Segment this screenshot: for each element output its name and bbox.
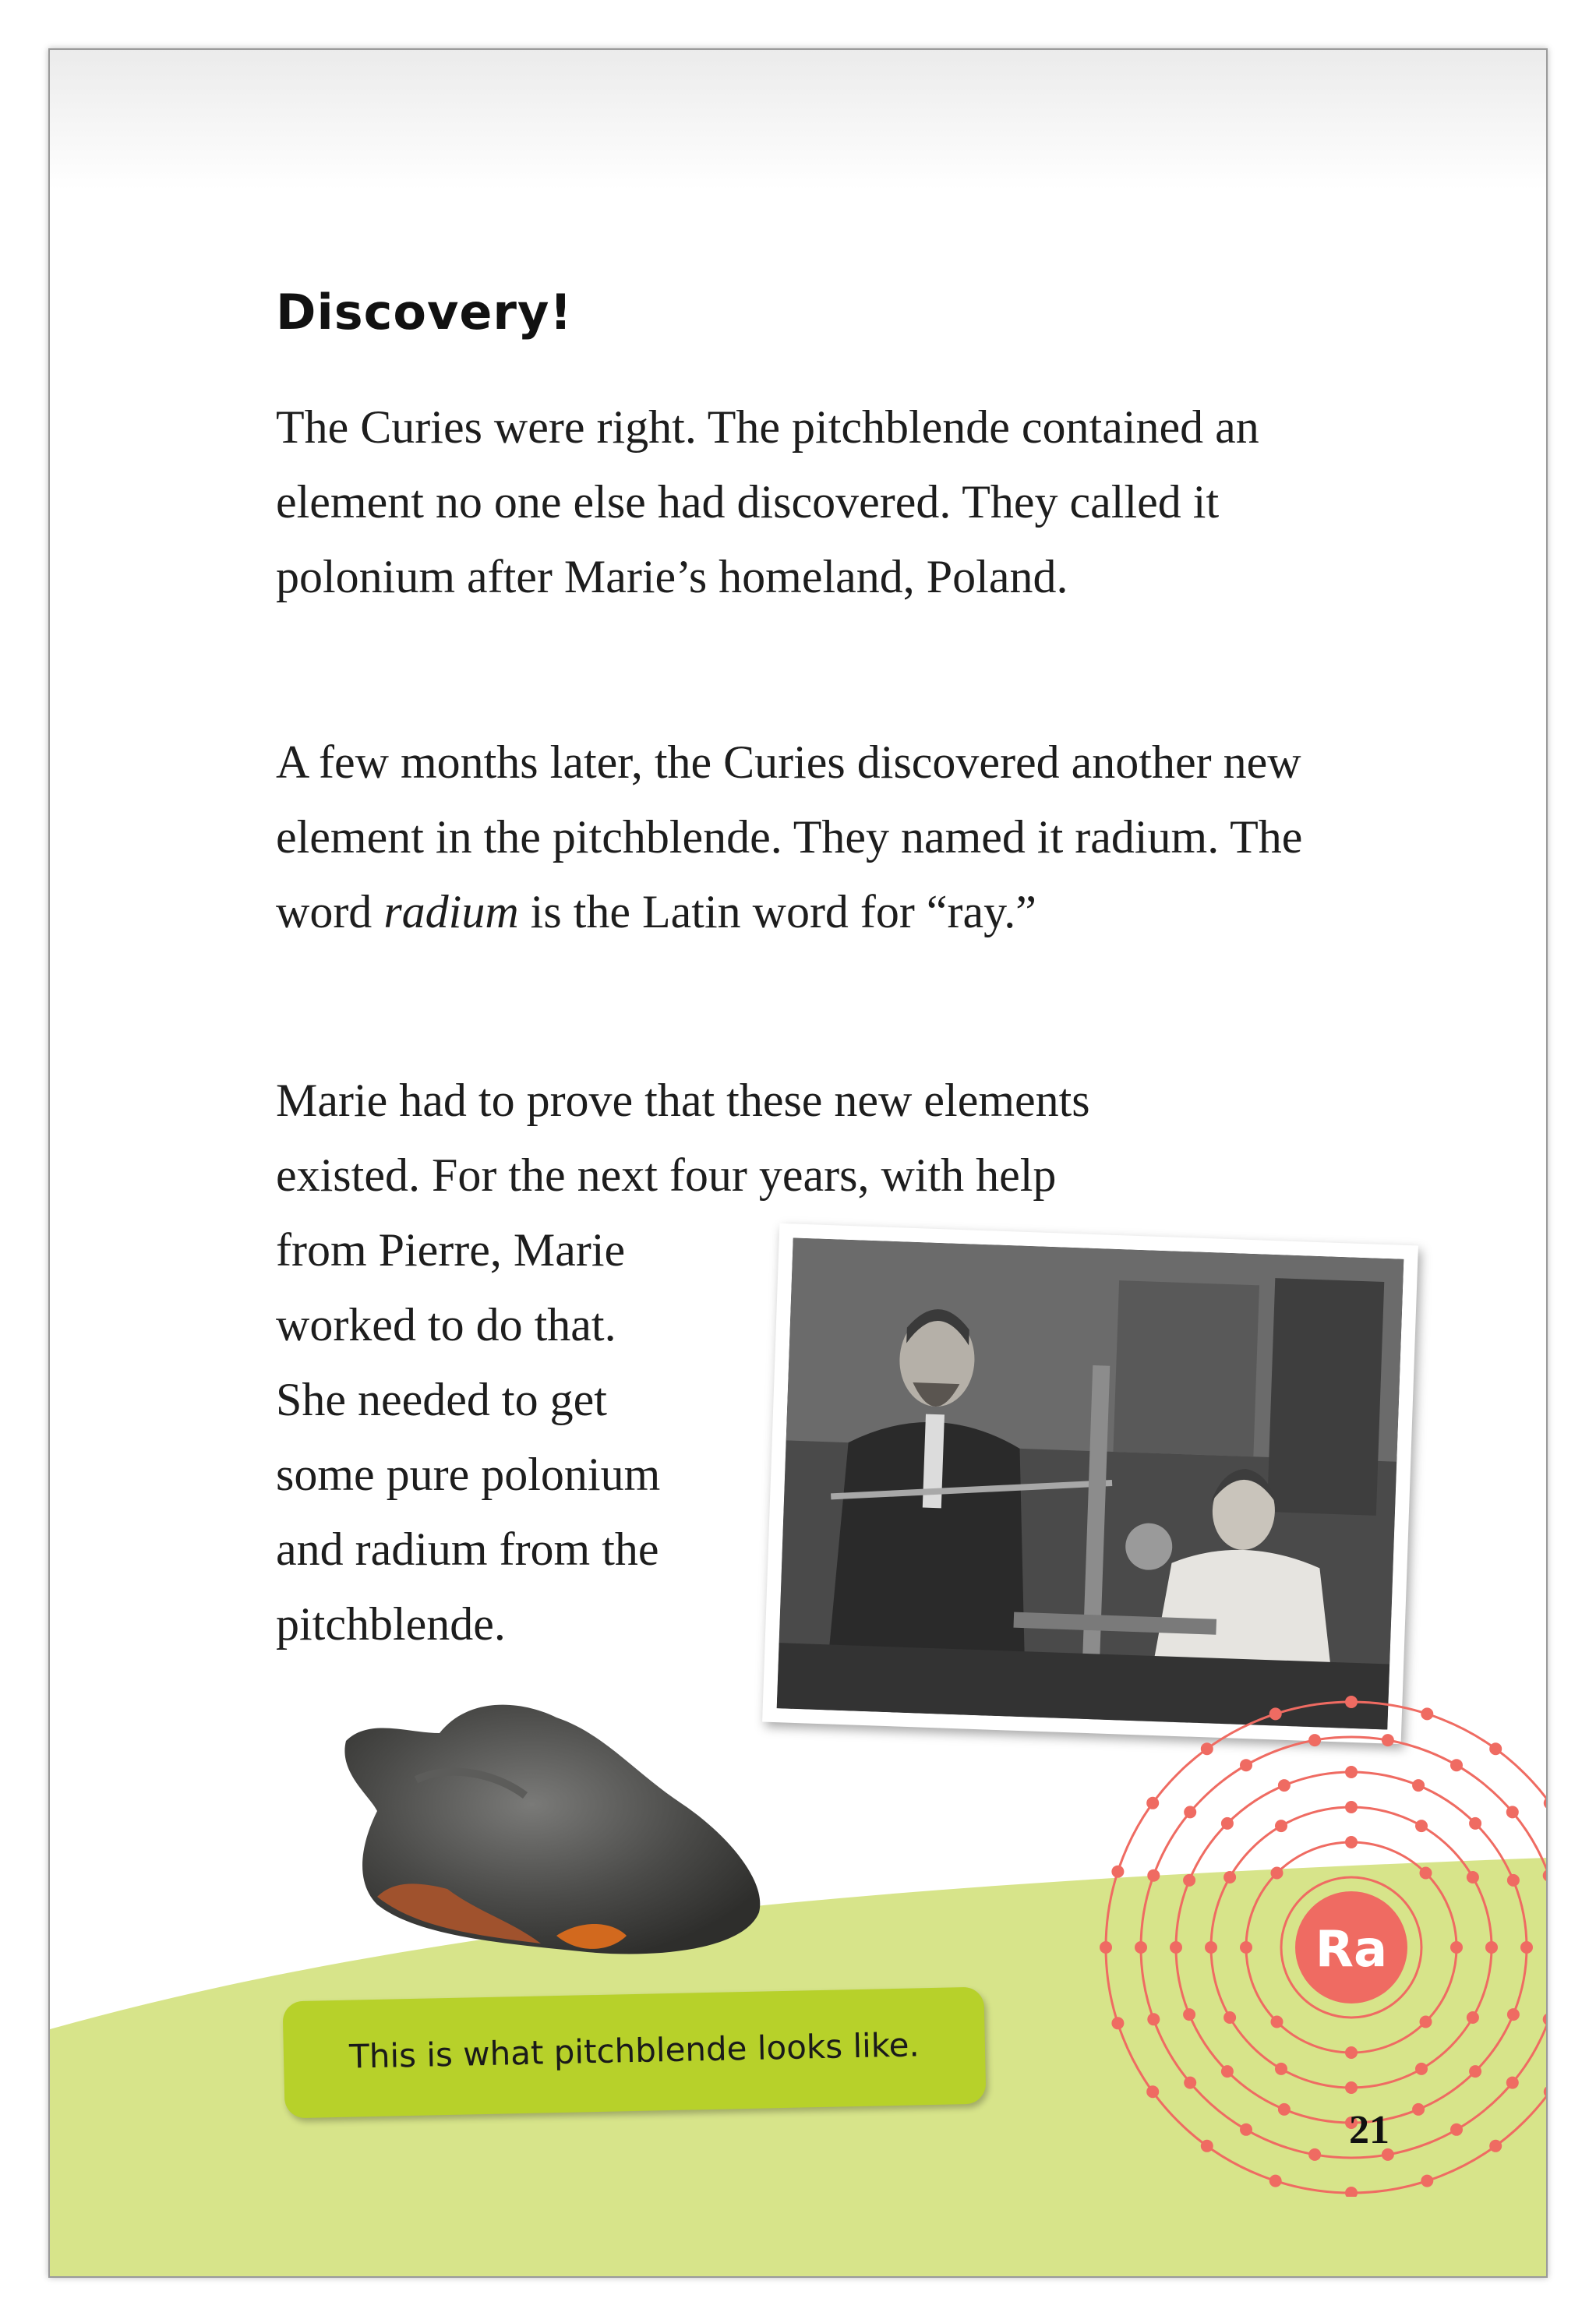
electron-dot (1275, 1820, 1287, 1832)
paragraph-2 (276, 725, 1336, 949)
paragraph-3-line: some pure polonium (276, 1449, 661, 1500)
paragraph-2-text-a: A few months later, the Curies discovered another new element in the pitchblende. They named it radium. The word (276, 736, 1303, 937)
electron-dot (1223, 1871, 1236, 1883)
electron-dot (1183, 2008, 1195, 2021)
electron-dot (1111, 1866, 1124, 1878)
electron-dot (1345, 2081, 1358, 2094)
electron-dot (1271, 2016, 1284, 2028)
book-page (48, 48, 1548, 2278)
radium-atom-diagram (1055, 1605, 1548, 2197)
electron-dot (1485, 1941, 1498, 1954)
electron-dot (1275, 2063, 1287, 2075)
electron-dot (1100, 1941, 1112, 1954)
electron-dot (1489, 2140, 1502, 2152)
electron-dot (1111, 2017, 1124, 2029)
electron-dot (1240, 1759, 1252, 1771)
electron-dot (1269, 2175, 1282, 2187)
electron-dot (1201, 2140, 1213, 2152)
paragraph-3-line: Marie had to prove that these new elements (276, 1075, 1090, 1126)
electron-dot (1345, 1836, 1358, 1848)
electron-dot (1345, 2187, 1358, 2197)
electron-dot (1201, 1742, 1213, 1755)
electron-dot (1412, 1779, 1425, 1792)
electron-dot (1415, 2063, 1428, 2075)
electron-dot (1467, 1871, 1479, 1883)
paragraph-3-line: pitchblende. (276, 1598, 506, 1650)
electron-dot (1308, 2148, 1321, 2161)
paragraph-3-line: worked to do that. (276, 1299, 616, 1350)
electron-dot (1382, 1734, 1394, 1746)
electron-dot (1223, 2011, 1236, 2024)
electron-dot (1507, 1874, 1520, 1887)
section-heading: Discovery! (276, 284, 573, 341)
electron-dot (1240, 2124, 1252, 2136)
electron-dot (1147, 2013, 1160, 2025)
paragraph-3-line: from Pierre, Marie (276, 1224, 626, 1276)
caption-box (283, 1987, 987, 2119)
electron-dot (1345, 1696, 1358, 1708)
electron-dot (1469, 1817, 1481, 1830)
electron-dot (1184, 1806, 1196, 1818)
electron-dot (1467, 2011, 1479, 2024)
electron-dot (1450, 1941, 1463, 1954)
electron-dot (1415, 1820, 1428, 1832)
electron-dot (1147, 1869, 1160, 1882)
pitchblende-rock-image (323, 1686, 775, 1967)
electron-dot (1543, 2013, 1548, 2025)
electron-dot (1170, 1941, 1182, 1954)
page-number: 21 (1349, 2108, 1389, 2152)
electron-dot (1506, 2077, 1519, 2089)
electron-dot (1240, 1941, 1252, 1954)
electron-dot (1421, 2175, 1433, 2187)
electron-dot (1146, 2085, 1159, 2098)
electron-dot (1506, 1806, 1519, 1818)
electron-dot (1269, 1707, 1282, 1720)
electron-dot (1205, 1941, 1217, 1954)
electron-dot (1469, 2065, 1481, 2078)
electron-dot (1184, 2077, 1196, 2089)
electron-dot (1308, 1734, 1321, 1746)
electron-dot (1278, 1779, 1291, 1792)
paragraph-2-text-b: is the Latin word for “ray.” (518, 886, 1036, 937)
electron-dot (1345, 1801, 1358, 1813)
electron-dot (1278, 2103, 1291, 2116)
electron-dot (1135, 1941, 1147, 1954)
electron-dot (1271, 1867, 1284, 1880)
electron-dot (1221, 2065, 1234, 2078)
electron-dot (1221, 1817, 1234, 1830)
electron-dot (1450, 1759, 1463, 1771)
paragraph-3-line: She needed to get (276, 1374, 607, 1425)
electron-dot (1507, 2008, 1520, 2021)
paragraph-2-italic: radium (383, 886, 519, 937)
electron-dot (1345, 2046, 1358, 2059)
electron-dot (1420, 2016, 1432, 2028)
electron-dot (1421, 1707, 1433, 1720)
electron-dot (1543, 1869, 1548, 1882)
electron-dot (1183, 1874, 1195, 1887)
electron-dot (1544, 2085, 1548, 2098)
electron-dot (1520, 1941, 1533, 1954)
paragraph-1: The Curies were right. The pitchblende contained an element no one else had discovered. They called it polonium after Marie’s homeland, Poland. (276, 401, 1259, 602)
element-symbol: Ra (1315, 1921, 1388, 1979)
electron-dot (1544, 1797, 1548, 1809)
electron-dot (1489, 1742, 1502, 1755)
paragraph-3-line: and radium from the (276, 1523, 659, 1575)
electron-dot (1412, 2103, 1425, 2116)
electron-dot (1420, 1867, 1432, 1880)
electron-dot (1146, 1797, 1159, 1809)
electron-dot (1450, 2124, 1463, 2136)
electron-dot (1345, 1766, 1358, 1778)
paragraph-3-line: existed. For the next four years, with help (276, 1149, 1057, 1201)
caption-text: This is what pitchblende looks like. (348, 2025, 920, 2076)
